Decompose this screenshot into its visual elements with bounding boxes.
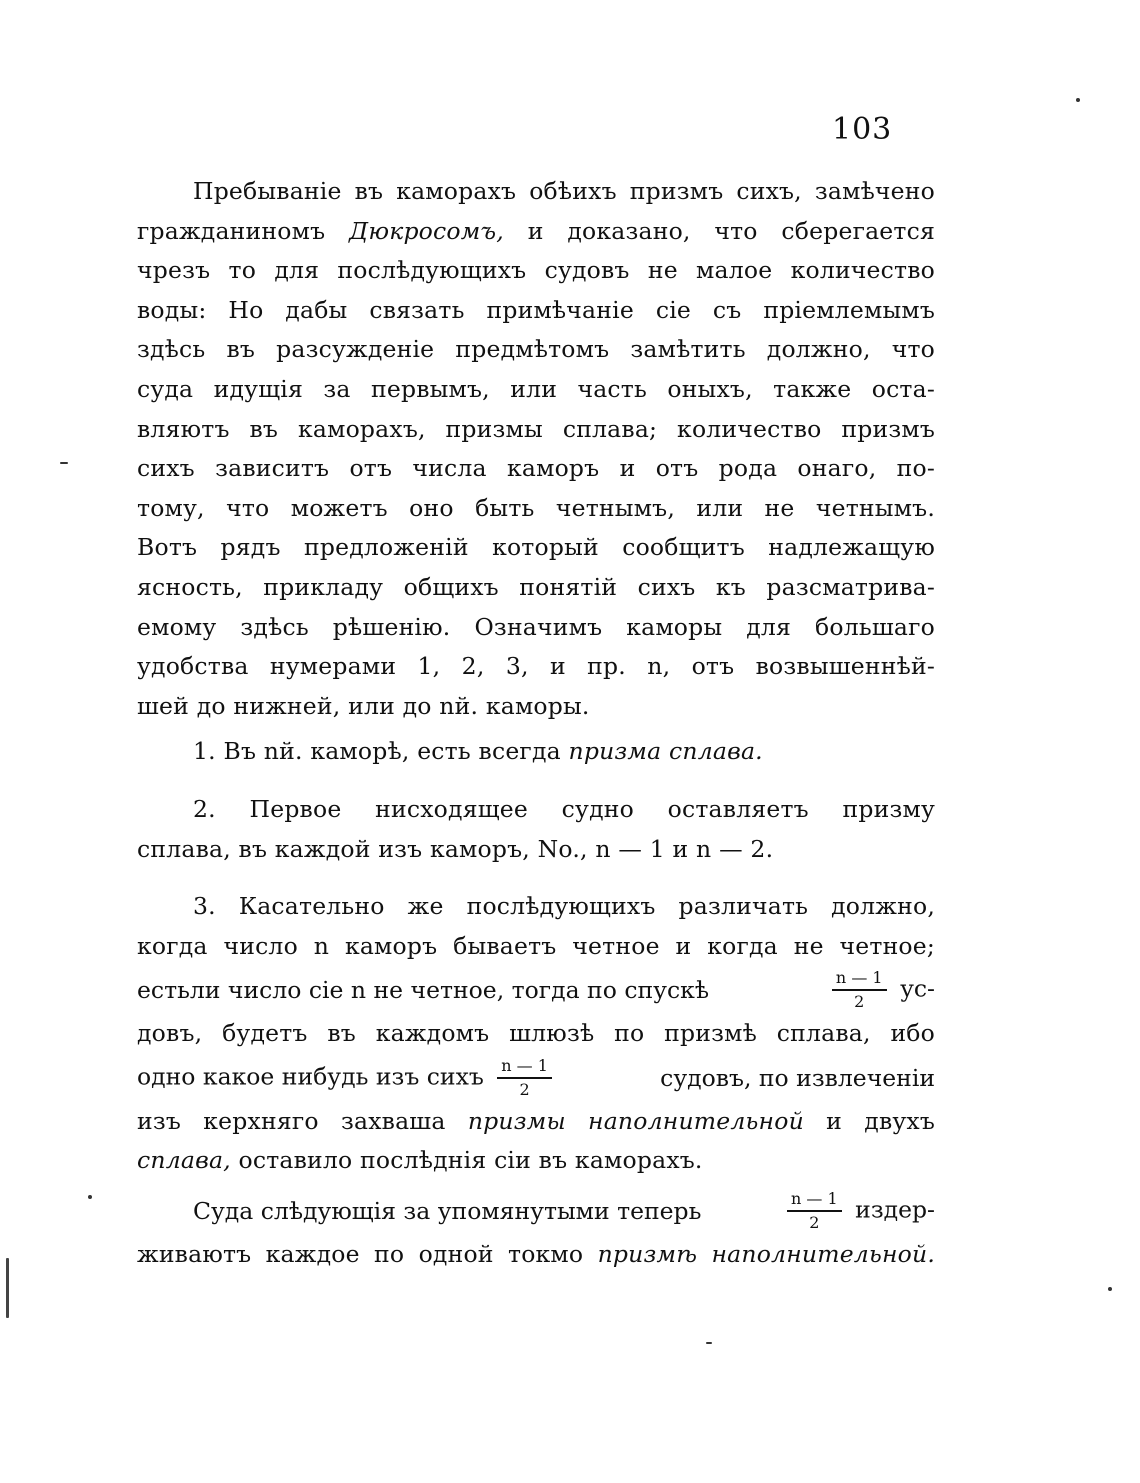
last-paragraph-line: живаютъ каждое по одной токмо призмѣ наполнительной. xyxy=(137,1240,936,1269)
text-line: Вотъ рядъ предложеній который сообщитъ надлежащую xyxy=(137,533,935,562)
scan-speck xyxy=(706,1342,712,1344)
text-line: тому, что можетъ оно быть четнымъ, или не четнымъ. xyxy=(137,493,935,522)
scan-speck xyxy=(60,462,68,464)
text-line: удобства нумерами 1, 2, 3, и пр. n, отъ возвышеннѣй- xyxy=(137,652,935,681)
text-line: суда идущія за первымъ, или часть оныхъ, также оста- xyxy=(137,374,935,403)
item-3-line: довъ, будетъ въ каждомъ шлюзѣ по призмѣ сплава, ибо xyxy=(137,1019,935,1048)
item-3-line: 3. Касательно же послѣдующихъ различать должно, xyxy=(193,892,935,921)
text-line: шей до нижней, или до nй. каморы. xyxy=(137,691,590,720)
item-3-line: сплава, оставило послѣднія сіи въ каморахъ. xyxy=(137,1146,703,1175)
item-3-line: когда число n каморъ бываетъ четное и когда не четное; xyxy=(137,931,935,960)
page-number: 103 xyxy=(832,112,893,147)
item-1: 1. Въ nй. каморѣ, есть всегда призма сплава. xyxy=(193,737,763,766)
text-line: воды: Но дабы связать примѣчаніе сіе съ пріемлемымъ xyxy=(137,295,935,324)
item-3-line-fraction: одно какое нибудь изъ сихъ $\frac{n — 1}{2}$ судовъ, по извлеченіи xyxy=(137,1055,935,1099)
scan-speck xyxy=(1076,98,1080,102)
text-line: емому здѣсь рѣшенію. Означимъ каморы для большаго xyxy=(137,612,935,641)
text-line: сихъ зависитъ отъ числа каморъ и отъ рода онаго, по- xyxy=(137,454,935,483)
fraction: $\frac{n — 1}{2}$ xyxy=(787,1190,842,1232)
item-3-line-fraction: естьли число сіе n не четное, тогда по спускѣ $\frac{n — 1}{2}$ ус- xyxy=(137,968,935,1012)
scan-speck xyxy=(1108,1287,1112,1291)
item-2-line: сплава, въ каждой изъ каморъ, No., n — 1 и n — 2. xyxy=(137,834,774,863)
page-text xyxy=(137,172,935,1275)
fraction: $\frac{n — 1}{2}$ xyxy=(497,1057,552,1099)
text-line: вляютъ въ каморахъ, призмы сплава; количество призмъ xyxy=(137,414,935,443)
item-2-line: 2. Первое нисходящее судно оставляетъ призму xyxy=(193,794,935,823)
scan-speck xyxy=(88,1195,92,1199)
item-3-line: изъ керхняго захваша призмы наполнительной и двухъ xyxy=(137,1106,936,1135)
last-paragraph-line-fraction: Суда слѣдующія за упомянутыми теперь $\frac{n — 1}{2}$ издер- xyxy=(193,1189,935,1233)
text-line: чрезъ то для послѣдующихъ судовъ не малое количество xyxy=(137,256,935,285)
text-line: ясность, прикладу общихъ понятій сихъ къ разсматрива- xyxy=(137,572,935,601)
scan-speck xyxy=(6,1258,9,1318)
fraction: $\frac{n — 1}{2}$ xyxy=(832,969,887,1011)
text-line: здѣсь въ разсужденіе предмѣтомъ замѣтить должно, что xyxy=(137,335,935,364)
text-line: Пребываніе въ каморахъ обѣихъ призмъ сихъ, замѣчено xyxy=(193,177,935,205)
text-line: гражданиномъ Дюкросомъ, и доказано, что сберегается xyxy=(137,216,936,245)
